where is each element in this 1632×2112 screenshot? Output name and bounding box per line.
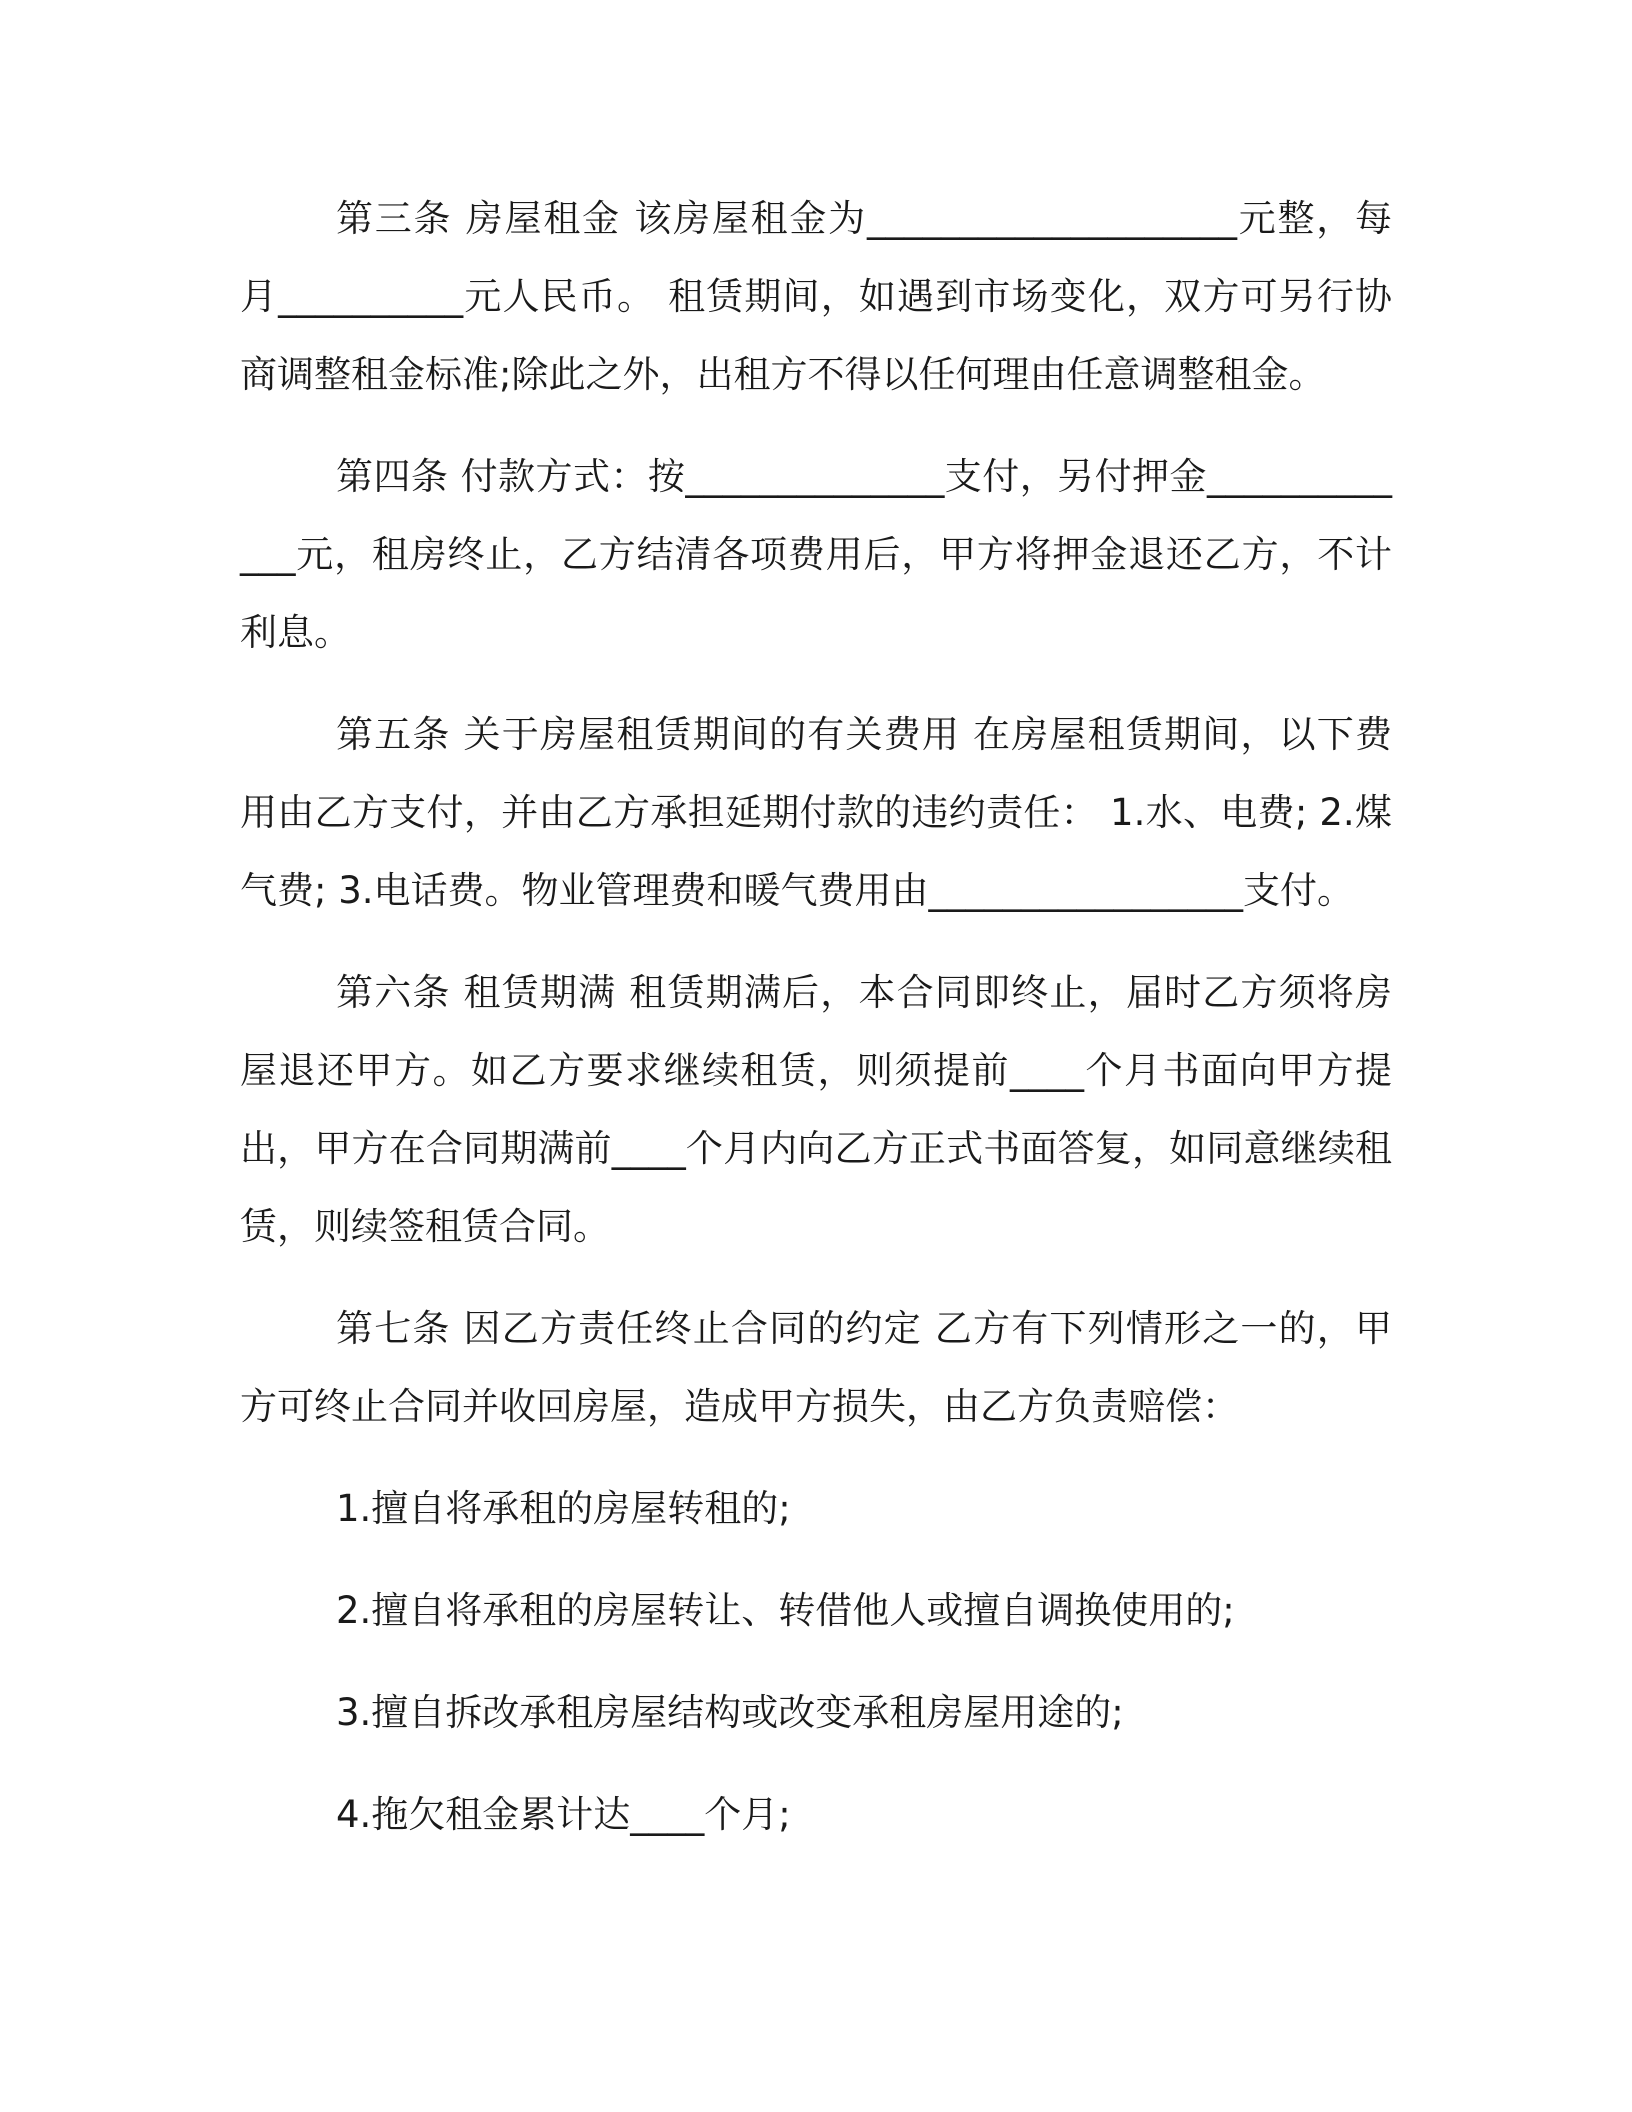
article-6-term-expiry: 第六条 租赁期满 租赁期满后，本合同即终止，届时乙方须将房屋退还甲方。如乙方要求继续租赁，则须提前____个月书面向甲方提出，甲方在合同期满前____个月内向乙方正式书面答复，如同意继续租赁，则续签租赁合同。 bbox=[240, 971, 1392, 1248]
list-item-4: 4.拖欠租金累计达____个月; bbox=[336, 1793, 791, 1836]
article-5-fees: 第五条 关于房屋租赁期间的有关费用 在房屋租赁期间，以下费用由乙方支付，并由乙方承担延期付款的违约责任： 1.水、电费; 2.煤气费; 3.电话费。物业管理费和暖气费用由_________________支付。 bbox=[240, 713, 1392, 912]
article-3-rent: 第三条 房屋租金 该房屋租金为____________________元整，每月__________元人民币。 租赁期间，如遇到市场变化，双方可另行协商调整租金标准;除此之外，出租方不得以任何理由任意调整租金。 bbox=[240, 197, 1392, 396]
document-body bbox=[240, 180, 1392, 1878]
article-4-payment: 第四条 付款方式：按______________支付，另付押金_____________元，租房终止，乙方结清各项费用后，甲方将押金退还乙方，不计利息。 bbox=[240, 455, 1392, 654]
list-item-3: 3.擅自拆改承租房屋结构或改变承租房屋用途的; bbox=[336, 1691, 1124, 1734]
list-item-2: 2.擅自将承租的房屋转让、转借他人或擅自调换使用的; bbox=[336, 1589, 1235, 1632]
article-7-termination: 第七条 因乙方责任终止合同的约定 乙方有下列情形之一的，甲方可终止合同并收回房屋，造成甲方损失，由乙方负责赔偿： bbox=[240, 1307, 1392, 1428]
list-item-1: 1.擅自将承租的房屋转租的; bbox=[336, 1487, 791, 1530]
